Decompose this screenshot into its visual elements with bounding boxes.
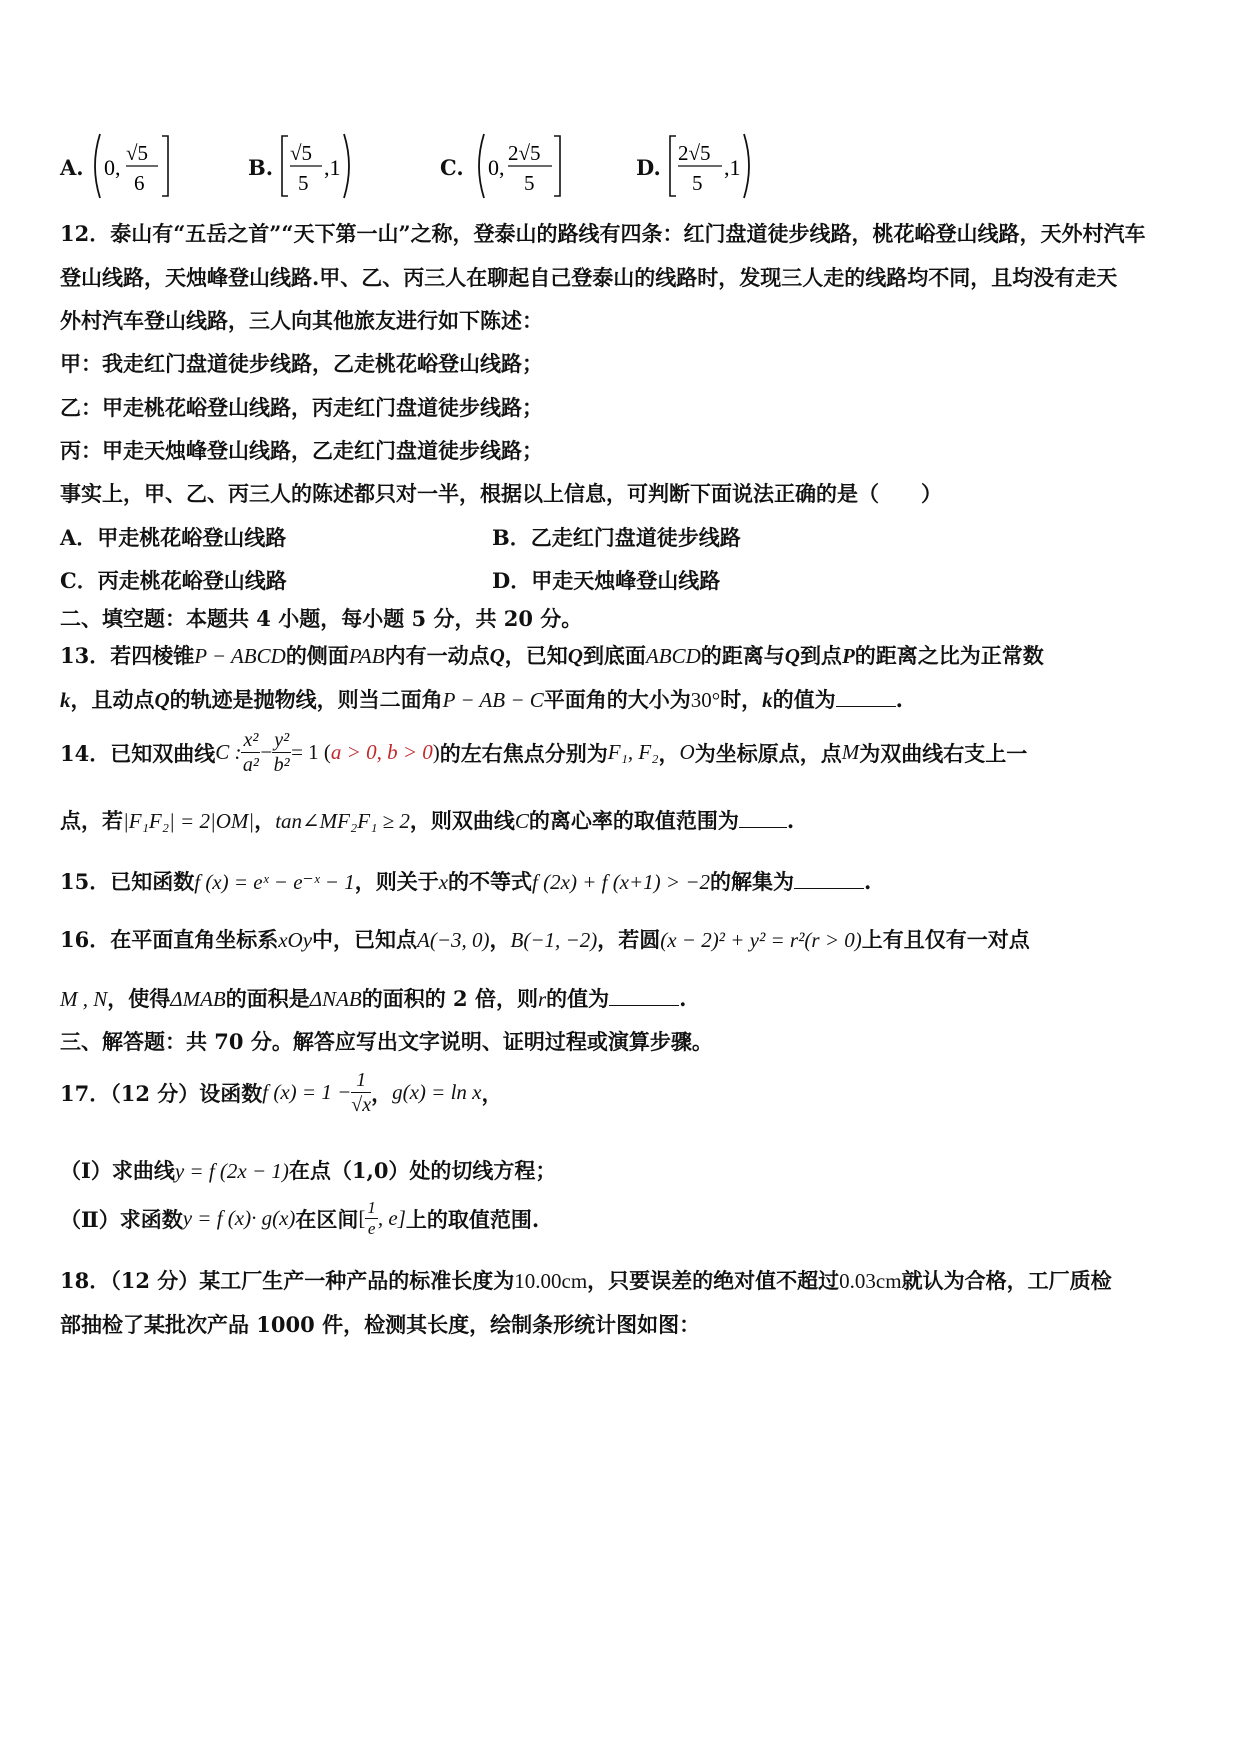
q14-answer-blank (739, 809, 787, 828)
q11-option-d-math (668, 130, 768, 202)
q16-answer-blank (609, 987, 679, 1006)
q15-line: 15．已知函数f (x) = eˣ − e⁻ˣ − 1，则关于x的不等式f (2x) + f (x+1) > −2的解集为 . (60, 869, 872, 894)
q13-line-2: k，且动点Q的轨迹是抛物线，则当二面角P − AB − C平面角的大小为30°时，k的值为 . (60, 687, 903, 712)
q12-option-c: C．丙走桃花峪登山线路 (60, 568, 287, 593)
q11-option-d-label: D. (636, 155, 661, 180)
q11-b-den: 5 (298, 171, 309, 195)
q12-question: 事实上，甲、乙、丙三人的陈述都只对一半，根据以上信息，可判断下面说法正确的是（ ） (60, 481, 942, 506)
q11-option-c-label: C. (440, 155, 464, 180)
q11-d-num: 2√5 (678, 141, 711, 165)
q11-d-right: ,1 (724, 155, 741, 180)
q11-option-c-math (472, 130, 572, 202)
q11-option-a-math (88, 130, 178, 202)
q16-line-1: 16．在平面直角坐标系xOy中，已知点A(−3, 0)，B(−1, −2)，若圆(x − 2)² + y² = r²(r > 0)上有且仅有一对点 (60, 927, 1030, 952)
q12-line-1: 12．泰山有“五岳之首”“天下第一山”之称，登泰山的路线有四条：红门盘道徒步线路，桃花峪登山线路，天外村汽车 (60, 221, 1146, 246)
q13-answer-blank (836, 688, 896, 707)
q16-line-2: M , N，使得ΔMAB的面积是ΔNAB的面积的 2 倍，则r的值为 . (60, 986, 687, 1011)
section-3-heading: 三、解答题：共 70 分。解答应写出文字说明、证明过程或演算步骤。 (60, 1029, 713, 1054)
q11-c-left: 0, (488, 155, 505, 180)
q12-statement-jia: 甲：我走红门盘道徒步线路，乙走桃花峪登山线路； (60, 351, 543, 376)
q12-statement-yi: 乙：甲走桃花峪登山线路，丙走红门盘道徒步线路； (60, 395, 543, 420)
q17-part-2: （Ⅱ）求函数y = f (x)· g(x)在区间[ $\frac{1}{e}$ , e]上的取值范围. (60, 1198, 540, 1238)
q14-line-2: 点，若|F₁F₂| = 2|OM|，tan∠MF₂F₁ ≥ 2，则双曲线C的离心率的取值范围为 . (60, 808, 795, 833)
q11-c-num: 2√5 (508, 141, 541, 165)
q12-line-2: 登山线路，天烛峰登山线路.甲、乙、丙三人在聊起自己登泰山的线路时，发现三人走的线路均不同，且均没有走天 (60, 265, 1118, 290)
q17-part-1: （Ⅰ）求曲线y = f (2x − 1)在点（1,0）处的切线方程； (60, 1158, 557, 1183)
q12-statement-bing: 丙：甲走天烛峰登山线路，乙走红门盘道徒步线路； (60, 438, 543, 463)
q12-option-a: A．甲走桃花峪登山线路 (60, 525, 287, 550)
q11-option-b-math (280, 130, 370, 202)
q11-c-den: 5 (524, 171, 535, 195)
q13-line-1: 13．若四棱锥P − ABCD的侧面PAB内有一动点Q，已知Q到底面ABCD的距离与Q到点P的距离之比为正常数 (60, 643, 1044, 668)
q11-option-b-label: B. (248, 155, 274, 180)
q12-line-3: 外村汽车登山线路，三人向其他旅友进行如下陈述： (60, 308, 543, 333)
q15-answer-blank (794, 870, 864, 889)
q11-b-right: ,1 (324, 155, 341, 180)
q11-option-a-label: A. (60, 155, 84, 180)
q14-line-1: 14．已知双曲线C : $\frac{\text{x²}}{\text{a²}}$ − $\frac{\text{y²}}{\text{b²}}$ = 1 (a > 0, b > 0)的左右焦点分别为F₁, F₂，O为坐标原点，点M为双曲线右支上一 (60, 729, 1028, 776)
q11-b-num: √5 (290, 141, 313, 165)
q12-option-d: D．甲走天烛峰登山线路 (492, 568, 721, 593)
q11-d-den: 5 (692, 171, 703, 195)
section-2-heading: 二、填空题：本题共 4 小题，每小题 5 分，共 20 分。 (60, 606, 583, 631)
q18-line-2: 部抽检了某批次产品 1000 件，检测其长度，绘制条形统计图如图： (60, 1312, 701, 1337)
q17-line: 17．（12 分）设函数f (x) = 1 − $\frac{1}{√x}$ ，g(x) = ln x， (60, 1069, 503, 1116)
q12-option-b: B．乙走红门盘道徒步线路 (492, 525, 741, 550)
q18-line-1: 18．（12 分）某工厂生产一种产品的标准长度为10.00cm，只要误差的绝对值不超过0.03cm就认为合格，工厂质检 (60, 1268, 1112, 1293)
q11-a-num: √5 (126, 141, 149, 165)
q11-a-left: 0, (104, 155, 121, 180)
q11-a-den: 6 (134, 171, 145, 195)
